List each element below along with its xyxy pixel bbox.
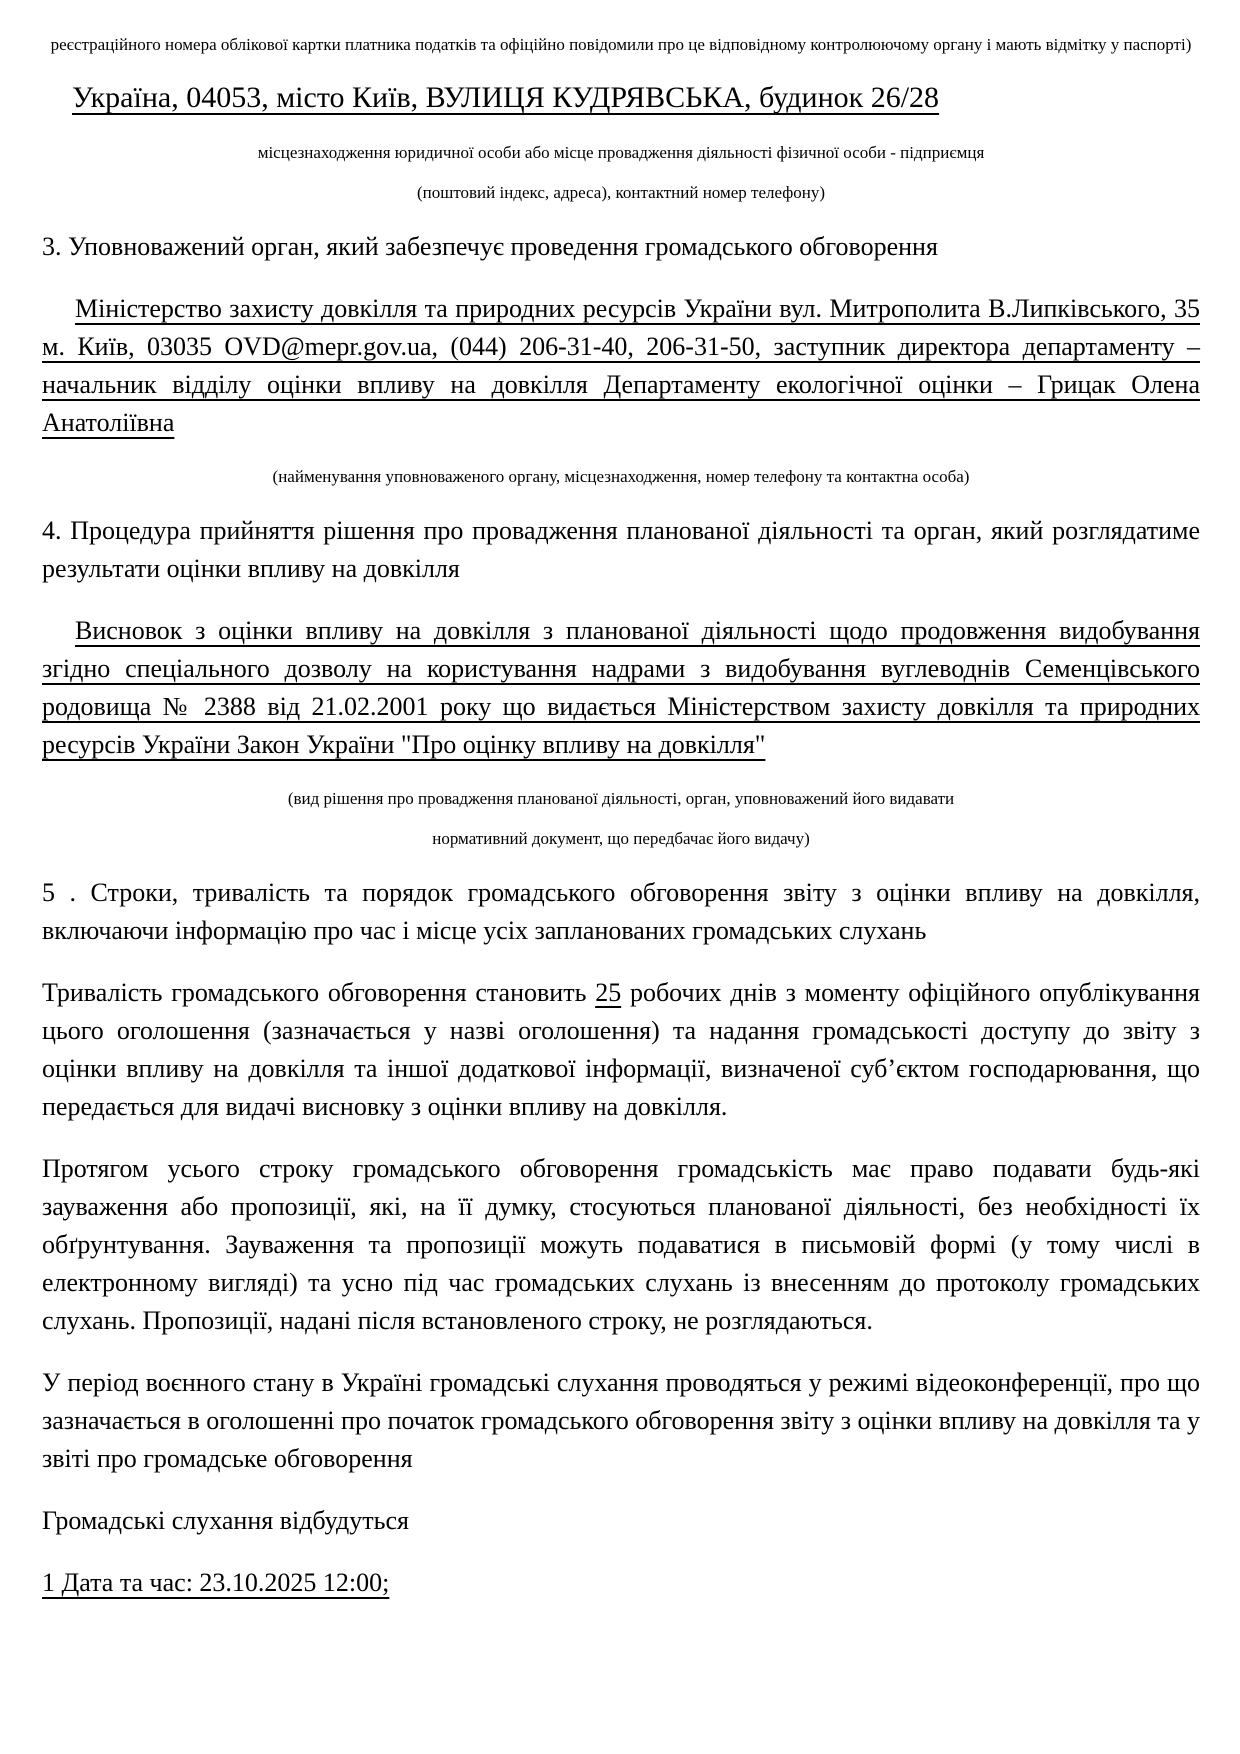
- discussion-duration-paragraph: [42, 974, 1200, 1126]
- duration-days-underlined: 25: [595, 978, 622, 1007]
- duration-text-before: Тривалість громадського обговорення становить: [42, 978, 596, 1007]
- hearing-1-datetime: 1 Дата та час: 23.10.2025 12:00;: [42, 1568, 390, 1597]
- decision-caption-line-1: (вид рішення про провадження планованої діяльності, орган, уповноважений його видавати: [287, 789, 955, 808]
- decision-caption-line-2: нормативний документ, що передбачає його видачу): [432, 829, 810, 848]
- comments-submission-paragraph: Протягом усього строку громадського обговорення громадськість має право подавати будь-які зауваження або пропозиції, які, на її думку, стосуються планованої діяльності, без необхідності їх обґрунтування. Зауваження та пропозиції можуть подаватися в письмовій формі (у тому числі в електронному вигляді) та усно під час громадських слухань із внесенням до протоколу громадських слухань. Пропозиції, надані після встановленого строку, не розглядаються.: [42, 1154, 1200, 1335]
- duration-text-after: робочих днів з моменту офіційного опублікування цього оголошення (зазначається у назві оголошення) та надання громадськості доступу до звіту з оцінки впливу на довкілля та іншої додаткової інформації, визначеної суб’єктом господарювання, що передається для видачі висновку з оцінки впливу на довкілля.: [42, 978, 1200, 1121]
- passport-registration-note: реєстраційного номера облікової картки платника податків та офіційно повідомили про це відповідному контролюючому органу і мають відмітку у паспорті): [50, 35, 1192, 54]
- authorized-body-caption: (найменування уповноваженого органу, місцезнаходження, номер телефону та контактна особа): [272, 467, 970, 486]
- company-address-heading: Україна, 04053, місто Київ, ВУЛИЦЯ КУДРЯВСЬКА, будинок 26/28: [72, 81, 940, 114]
- authorized-body-details: Міністерство захисту довкілля та природних ресурсів України вул. Митрополита В.Липківського, 35 м. Київ, 03035 OVD@mepr.gov.ua, (044) 206-31-40, 206-31-50, заступник директора департаменту – начальник відділу оцінки впливу на довкілля Департаменту екологічної оцінки – Грицак Олена Анатоліївна: [42, 294, 1200, 437]
- section-3-heading: 3. Уповноважений орган, який забезпечує проведення громадського обговорення: [42, 232, 938, 261]
- section-4-heading: 4. Процедура прийняття рішення про провадження планованої діяльності та орган, який розглядатиме результати оцінки впливу на довкілля: [42, 516, 1200, 583]
- public-hearings-intro: Громадські слухання відбудуться: [42, 1506, 409, 1535]
- address-location-caption: місцезнаходження юридичної особи або місце провадження діяльності фізичної особи - підприємця: [257, 143, 985, 162]
- martial-law-paragraph: У період воєнного стану в Україні громадські слухання проводяться у режимі відеоконференції, про що зазначається в оголошенні про початок громадського обговорення звіту з оцінки впливу на довкілля та у звіті про громадське обговорення: [42, 1368, 1200, 1473]
- address-postal-caption: (поштовий індекс, адреса), контактний номер телефону): [416, 183, 826, 202]
- decision-type-details: Висновок з оцінки впливу на довкілля з планованої діяльності щодо продовження видобування згідно спеціального дозволу на користування надрами з видобування вуглеводнів Семенцівського родовища № 2388 від 21.02.2001 року що видається Міністерством захисту довкілля та природних ресурсів України Закон України "Про оцінку впливу на довкілля": [42, 616, 1200, 759]
- section-5-heading: 5 . Строки, тривалість та порядок громадського обговорення звіту з оцінки впливу на довкілля, включаючи інформацію про час і місце усіх запланованих громадських слухань: [42, 878, 1200, 945]
